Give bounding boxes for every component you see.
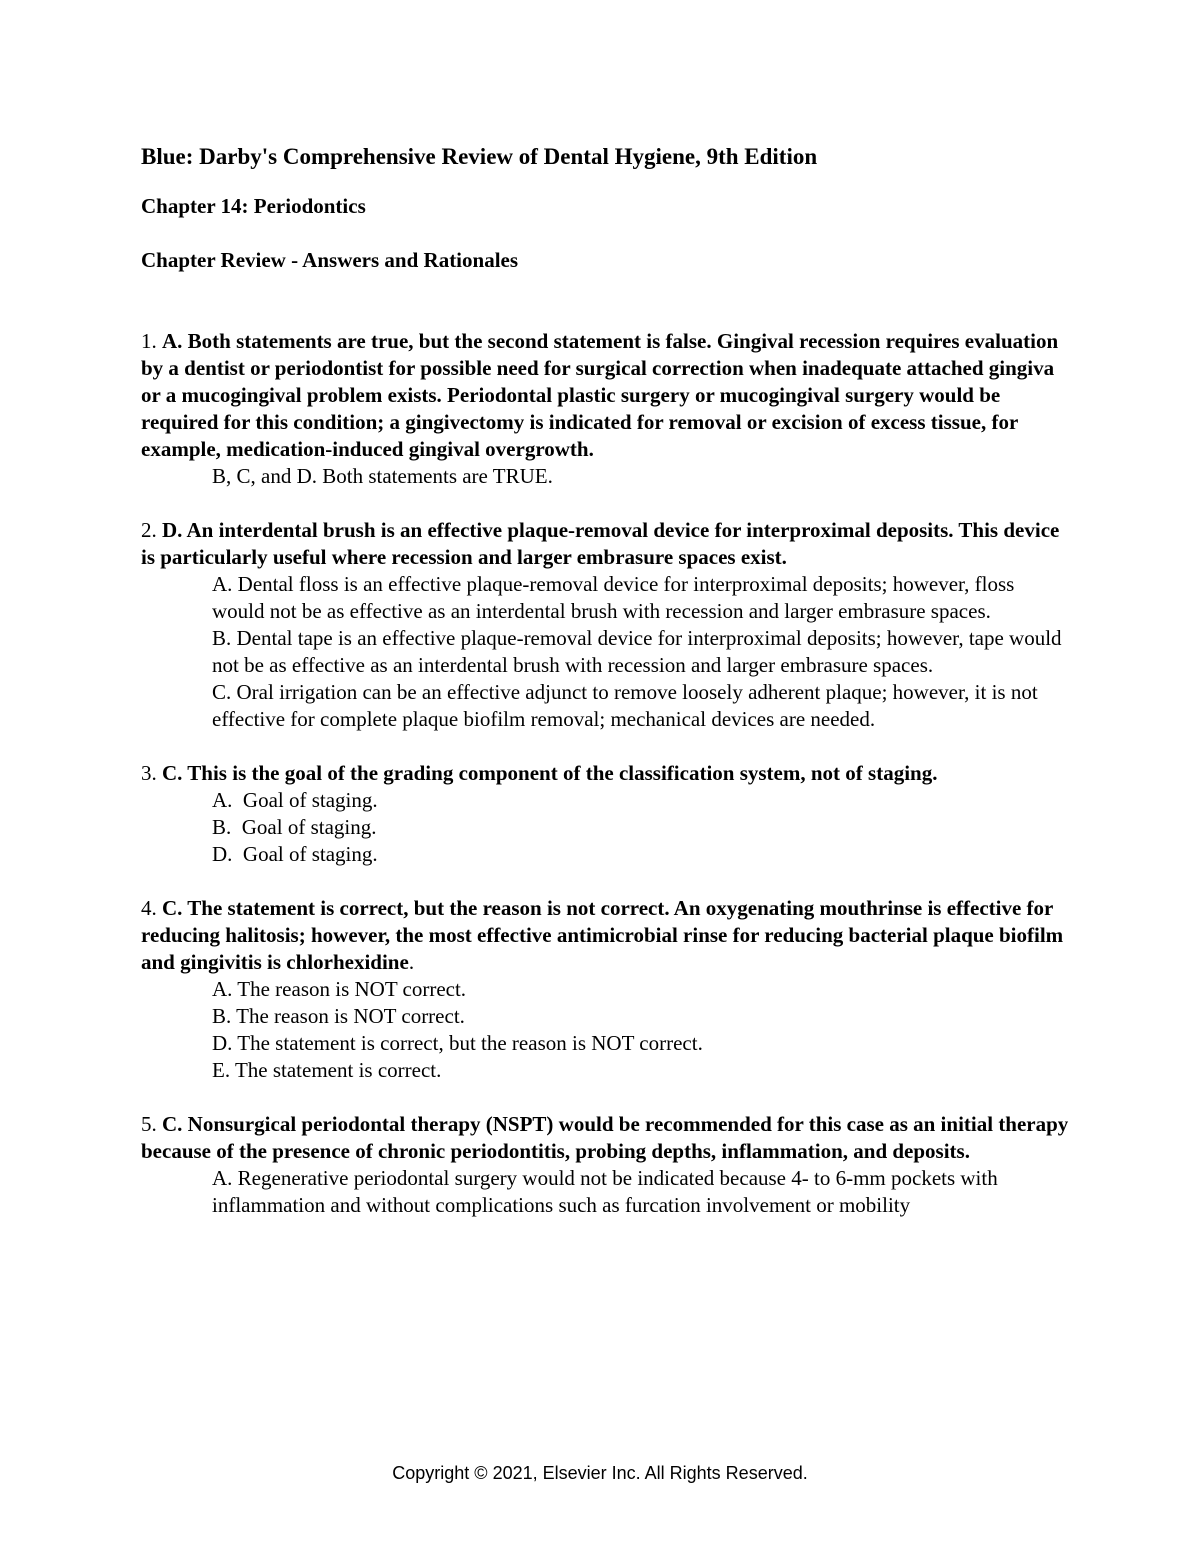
option-rationale: C. Oral irrigation can be an effective adjunct to remove loosely adherent plaque; however, it is not effective for complete plaque biofilm removal; mechanical devices are needed. — [212, 680, 1038, 731]
option-rationale: B. Dental tape is an effective plaque-removal device for interproximal deposits; however, tape would not be as effective as an interdental brush with recession and larger embrasure spaces. — [212, 626, 1062, 677]
copyright-footer: Copyright © 2021, Elsevier Inc. All Rights Reserved. — [392, 1463, 808, 1483]
correct-answer-rationale: C. This is the goal of the grading component of the classification system, not of staging. — [162, 761, 938, 785]
question-number: 4. — [141, 896, 162, 920]
question-2 — [141, 517, 1071, 733]
correct-answer-rationale: A. Both statements are true, but the second statement is false. Gingival recession requires evaluation by a dentist or periodontist for possible need for surgical correction when inadequate attached gingiva or a mucogingival problem exists. Periodontal plastic surgery or mucogingival surgery would be required for this condition; a gingivectomy is indicated for removal or excision of excess tissue, for example, medication-induced gingival overgrowth. — [141, 329, 1059, 461]
page-content — [141, 142, 1071, 1246]
question-3-answer — [141, 760, 1071, 787]
option-rationale: B. Goal of staging. — [212, 815, 377, 839]
question-number: 5. — [141, 1112, 162, 1136]
answer-tail: . — [408, 950, 415, 974]
question-4 — [141, 895, 1071, 1084]
option-rationale: D. The statement is correct, but the reason is NOT correct. — [212, 1031, 703, 1055]
question-4-answer — [141, 895, 1071, 976]
correct-answer-rationale: C. The statement is correct, but the reason is not correct. An oxygenating mouthrinse is effective for reducing halitosis; however, the most effective antimicrobial rinse for reducing bacterial plaque biofilm and gingivitis is chlorhexidine — [141, 896, 1064, 974]
option-rationale: B. The reason is NOT correct. — [212, 1004, 465, 1028]
question-number: 3. — [141, 761, 162, 785]
document-title: Blue: Darby's Comprehensive Review of Dental Hygiene, 9th Edition — [141, 144, 818, 169]
correct-answer-rationale: D. An interdental brush is an effective plaque-removal device for interproximal deposits. This device is particularly useful where recession and larger embrasure spaces exist. — [141, 518, 1060, 569]
option-rationale: A. Regenerative periodontal surgery would not be indicated because 4- to 6-mm pockets with inflammation and without complications such as furcation involvement or mobility — [212, 1166, 998, 1217]
question-5-answer — [141, 1111, 1071, 1165]
question-1 — [141, 328, 1071, 490]
question-1-answer — [141, 328, 1071, 463]
chapter-title: Chapter 14: Periodontics — [141, 194, 366, 218]
option-rationale: A. The reason is NOT correct. — [212, 977, 467, 1001]
question-number: 2. — [141, 518, 162, 542]
question-number: 1. — [141, 329, 162, 353]
correct-answer-rationale: C. Nonsurgical periodontal therapy (NSPT) would be recommended for this case as an initial therapy because of the presence of chronic periodontitis, probing depths, inflammation, and deposits. — [141, 1112, 1069, 1163]
option-rationale: E. The statement is correct. — [212, 1058, 442, 1082]
option-rationale: B, C, and D. Both statements are TRUE. — [212, 464, 553, 488]
option-rationale: A. Dental floss is an effective plaque-removal device for interproximal deposits; however, floss would not be as effective as an interdental brush with recession and larger embrasure spaces. — [212, 572, 1015, 623]
question-3 — [141, 760, 1071, 868]
option-rationale: D. Goal of staging. — [212, 842, 378, 866]
question-2-answer — [141, 517, 1071, 571]
section-title: Chapter Review - Answers and Rationales — [141, 248, 519, 272]
question-5 — [141, 1111, 1071, 1219]
option-rationale: A. Goal of staging. — [212, 788, 378, 812]
